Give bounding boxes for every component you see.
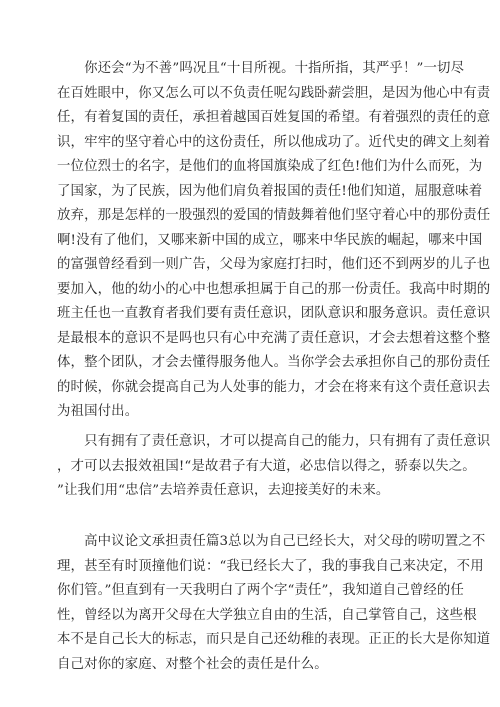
text-line: 在百姓眼中，你又怎么可以不负责任呢勾践卧薪尝胆，是因为他心中有责 — [57, 85, 491, 101]
text-line: ”让我们用“忠信”去培养责任意识，去迎接美好的未来。 — [57, 483, 390, 498]
text-line: 为祖国付出。 — [57, 404, 139, 419]
text-line: 班主任也一直教育者我们要有责任意识，团队意识和服务意识。责任意识 — [57, 306, 491, 321]
text-line: 的富强曾经看到一则广告，父母为家庭打扫时，他们还不到两岁的儿子也 — [57, 257, 491, 272]
text-line: 任，有着复国的责任，承担着越国百姓复国的希望。有着强烈的责任的意 — [57, 110, 491, 125]
text-line: 是最根本的意识不是吗也只有心中充满了责任意识，才会去想着这整个整 — [57, 330, 491, 346]
text-line: 识，牢牢的坚守着心中的这份责任，所以他成功了。近代史的碑文上刻着 — [57, 134, 491, 150]
text-line: 理，甚至有时顶撞他们说：“我已经长大了，我的事我自己来决定，不用 — [57, 558, 484, 574]
text-line: 要加入，他的幼小的心中也想承担属于自己的那一份责任。我高中时期的 — [57, 281, 491, 297]
paragraph-2 — [57, 430, 490, 504]
paragraph-1 — [57, 57, 490, 425]
text-line: ，才可以去报效祖国!“是故君子有大道，必忠信以得之，骄泰以失之。 — [57, 458, 476, 474]
text-line: 体，整个团队，才会去懂得服务他人。当你学会去承担你自己的那份责任 — [57, 355, 491, 370]
text-line: 啊!没有了他们，又哪来新中国的成立，哪来中华民族的崛起，哪来中国 — [57, 232, 483, 248]
text-line: 的时候，你就会提高自己为人处事的能力，才会在将来有这个责任意识去 — [57, 379, 491, 395]
text-line: 你还会“为不善”吗况且“十目所视。十指所指，其严乎！”一切尽 — [57, 61, 465, 76]
text-line: 自己对你的家庭、对整个社会的责任是什么。 — [57, 656, 328, 672]
paragraph-3 — [57, 530, 490, 677]
text-line: 性，曾经以为离开父母在大学独立自由的生活，自己掌管自己，这些根 — [57, 607, 477, 623]
text-line: 你们管。”但直到有一天我明白了两个字“责任”，我知道自己曾经的任 — [57, 583, 464, 598]
text-line: 了国家，为了民族，因为他们肩负着报国的责任!他们知道，屈服意味着 — [57, 183, 483, 199]
text-line: 高中议论文承担责任篇3总以为自己已经长大，对父母的唠叨置之不 — [57, 534, 486, 549]
text-line: 一位位烈士的名字，是他们的血将国旗染成了红色!他们为什么而死，为 — [57, 159, 483, 174]
text-line: 本不是自己长大的标志，而只是自己还幼稚的表现。正正的长大是你知道 — [57, 632, 491, 647]
text-line: 放弃，那是怎样的一股强烈的爱国的情鼓舞着他们坚守着心中的那份责任 — [57, 208, 491, 223]
text-line: 只有拥有了责任意识，才可以提高自己的能力，只有拥有了责任意识 — [57, 434, 491, 449]
